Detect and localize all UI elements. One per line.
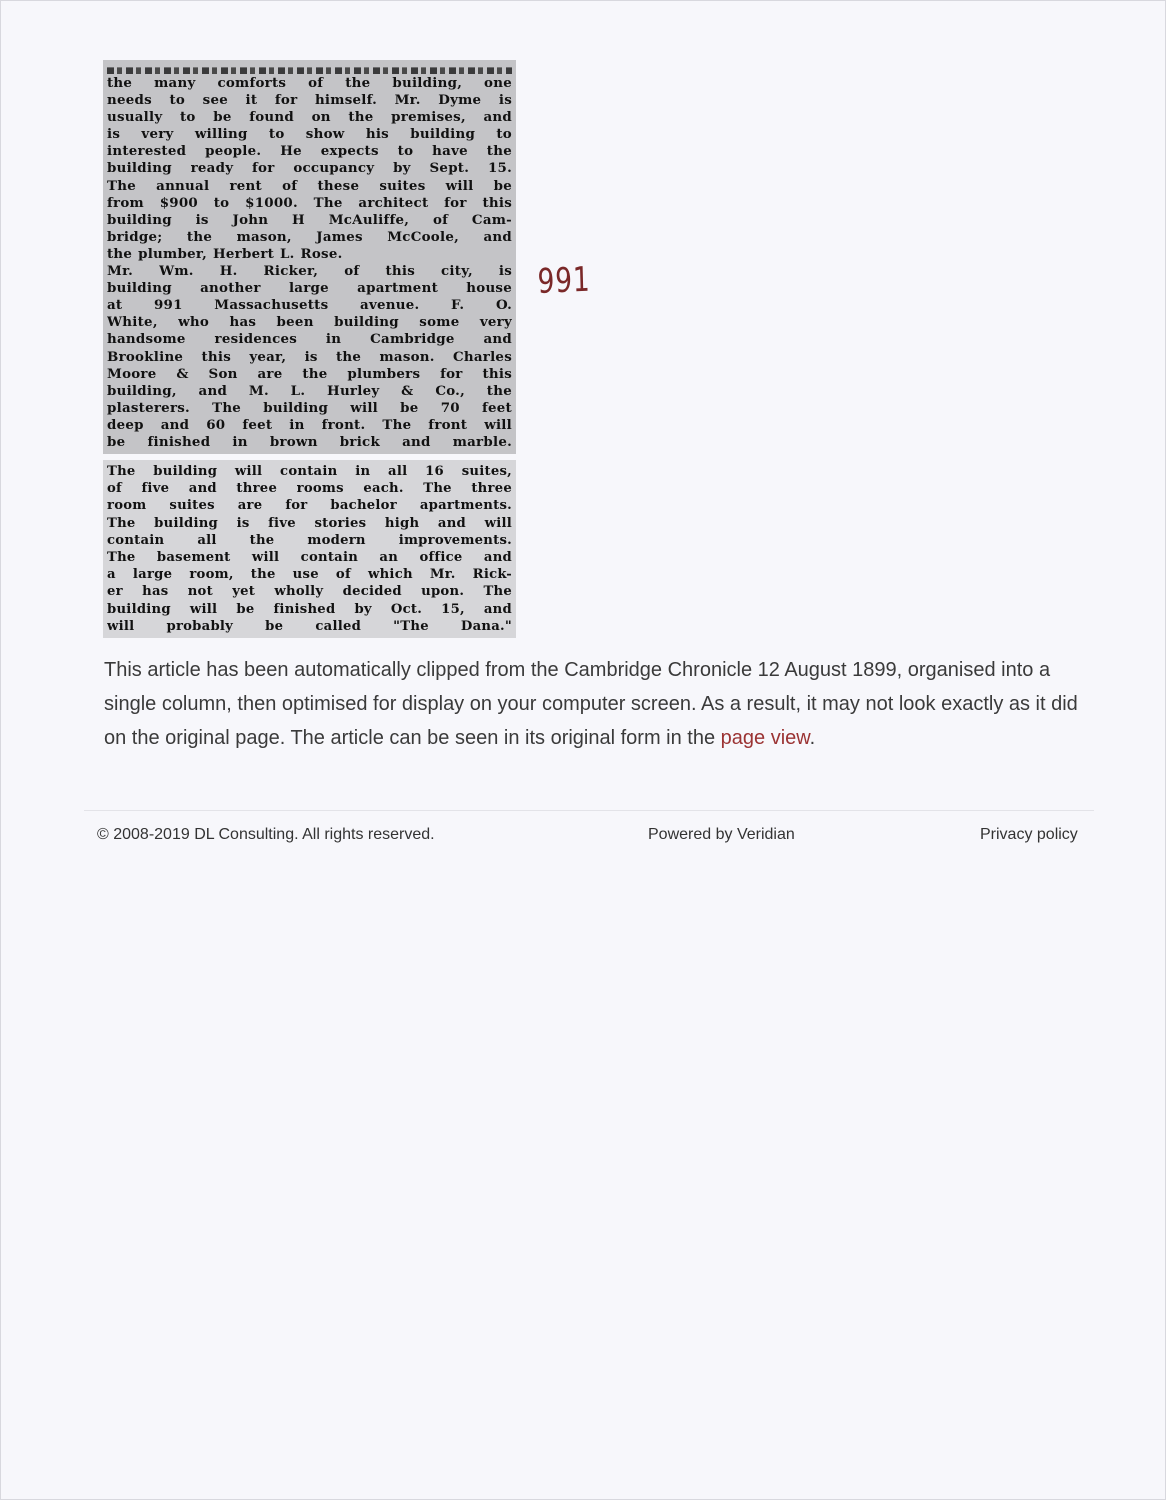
- footer-copyright: © 2008-2019 DL Consulting. All rights reserved.: [97, 826, 435, 843]
- clipping-line: contain all the modern improvements.: [107, 532, 512, 548]
- clipping-line: deep and 60 feet in front. The front will: [107, 416, 512, 433]
- footer-powered-by-link[interactable]: Powered by Veridian: [648, 826, 795, 843]
- footer-divider: [84, 810, 1094, 811]
- clipping-line: building will be finished by Oct. 15, and: [107, 601, 512, 617]
- clipping-line: White, who has been building some very: [107, 314, 512, 331]
- footer-privacy-link[interactable]: Privacy policy: [980, 826, 1078, 843]
- clipping-line: bridge; the mason, James McCoole, and: [107, 228, 512, 245]
- clipping-line: be finished in brown brick and marble.: [107, 433, 512, 450]
- clipping-line: The basement will contain an office and: [107, 550, 512, 566]
- clipping-block-2: [103, 460, 516, 638]
- clipping-block-1-text: [107, 75, 512, 451]
- clipping-line: building is John H McAuliffe, of Cam-: [107, 211, 512, 228]
- clipping-line: the many comforts of the building, one: [107, 75, 512, 91]
- clipping-block-2-text: [107, 463, 512, 635]
- clipping-notice: [104, 653, 1094, 755]
- clipping-line: needs to see it for himself. Mr. Dyme is: [107, 92, 512, 109]
- clipping-line: The building is five stories high and will: [107, 515, 512, 531]
- clipping-line: building ready for occupancy by Sept. 15.: [107, 160, 512, 177]
- clipping-line: of five and three rooms each. The three: [107, 481, 512, 497]
- clipping-line: The building will contain in all 16 suites,: [107, 464, 512, 480]
- notice-text: This article has been automatically clipped from the Cambridge Chronicle 12 August 1899, organised into a single column, then optimised for display on your computer screen. As a result, it may not look exactly as it did on the original page. The article can be seen in its original form in the: [104, 659, 1078, 749]
- clipping-line: at 991 Massachusetts avenue. F. O.: [107, 297, 512, 314]
- clipping-line: handsome residences in Cambridge and: [107, 331, 512, 348]
- clipping-line: is very willing to show his building to: [107, 126, 512, 143]
- clipping-line: a large room, the use of which Mr. Rick-: [107, 567, 512, 583]
- clipping-cut-line: [107, 63, 512, 74]
- page-view-link[interactable]: page view: [720, 727, 810, 749]
- clipping-line: The annual rent of these suites will be: [107, 177, 512, 194]
- clipping-line: room suites are for bachelor apartments.: [107, 498, 512, 514]
- clipping-line: building another large apartment house: [107, 280, 512, 297]
- clipping-line: interested people. He expects to have the: [107, 143, 512, 160]
- clipping-line: Mr. Wm. H. Ricker, of this city, is: [107, 263, 512, 280]
- clipping-line: Moore & Son are the plumbers for this: [107, 365, 512, 382]
- notice-text-end: .: [809, 727, 816, 749]
- clipping-line: building, and M. L. Hurley & Co., the: [107, 382, 512, 399]
- clipping-line: er has not yet wholly decided upon. The: [107, 584, 512, 600]
- clipping-block-1: [103, 60, 516, 454]
- clipping-line: plasterers. The building will be 70 feet: [107, 399, 512, 416]
- clipping-line: the plumber, Herbert L. Rose.: [107, 245, 343, 262]
- clipping-line: Brookline this year, is the mason. Charles: [107, 348, 512, 365]
- newspaper-clipping: [103, 60, 516, 638]
- clipping-line: will probably be called "The Dana.": [107, 618, 512, 634]
- clipping-line: from $900 to $1000. The architect for this: [107, 194, 512, 211]
- handwritten-annotation: 991: [537, 259, 592, 302]
- clipping-line: usually to be found on the premises, and: [107, 109, 512, 126]
